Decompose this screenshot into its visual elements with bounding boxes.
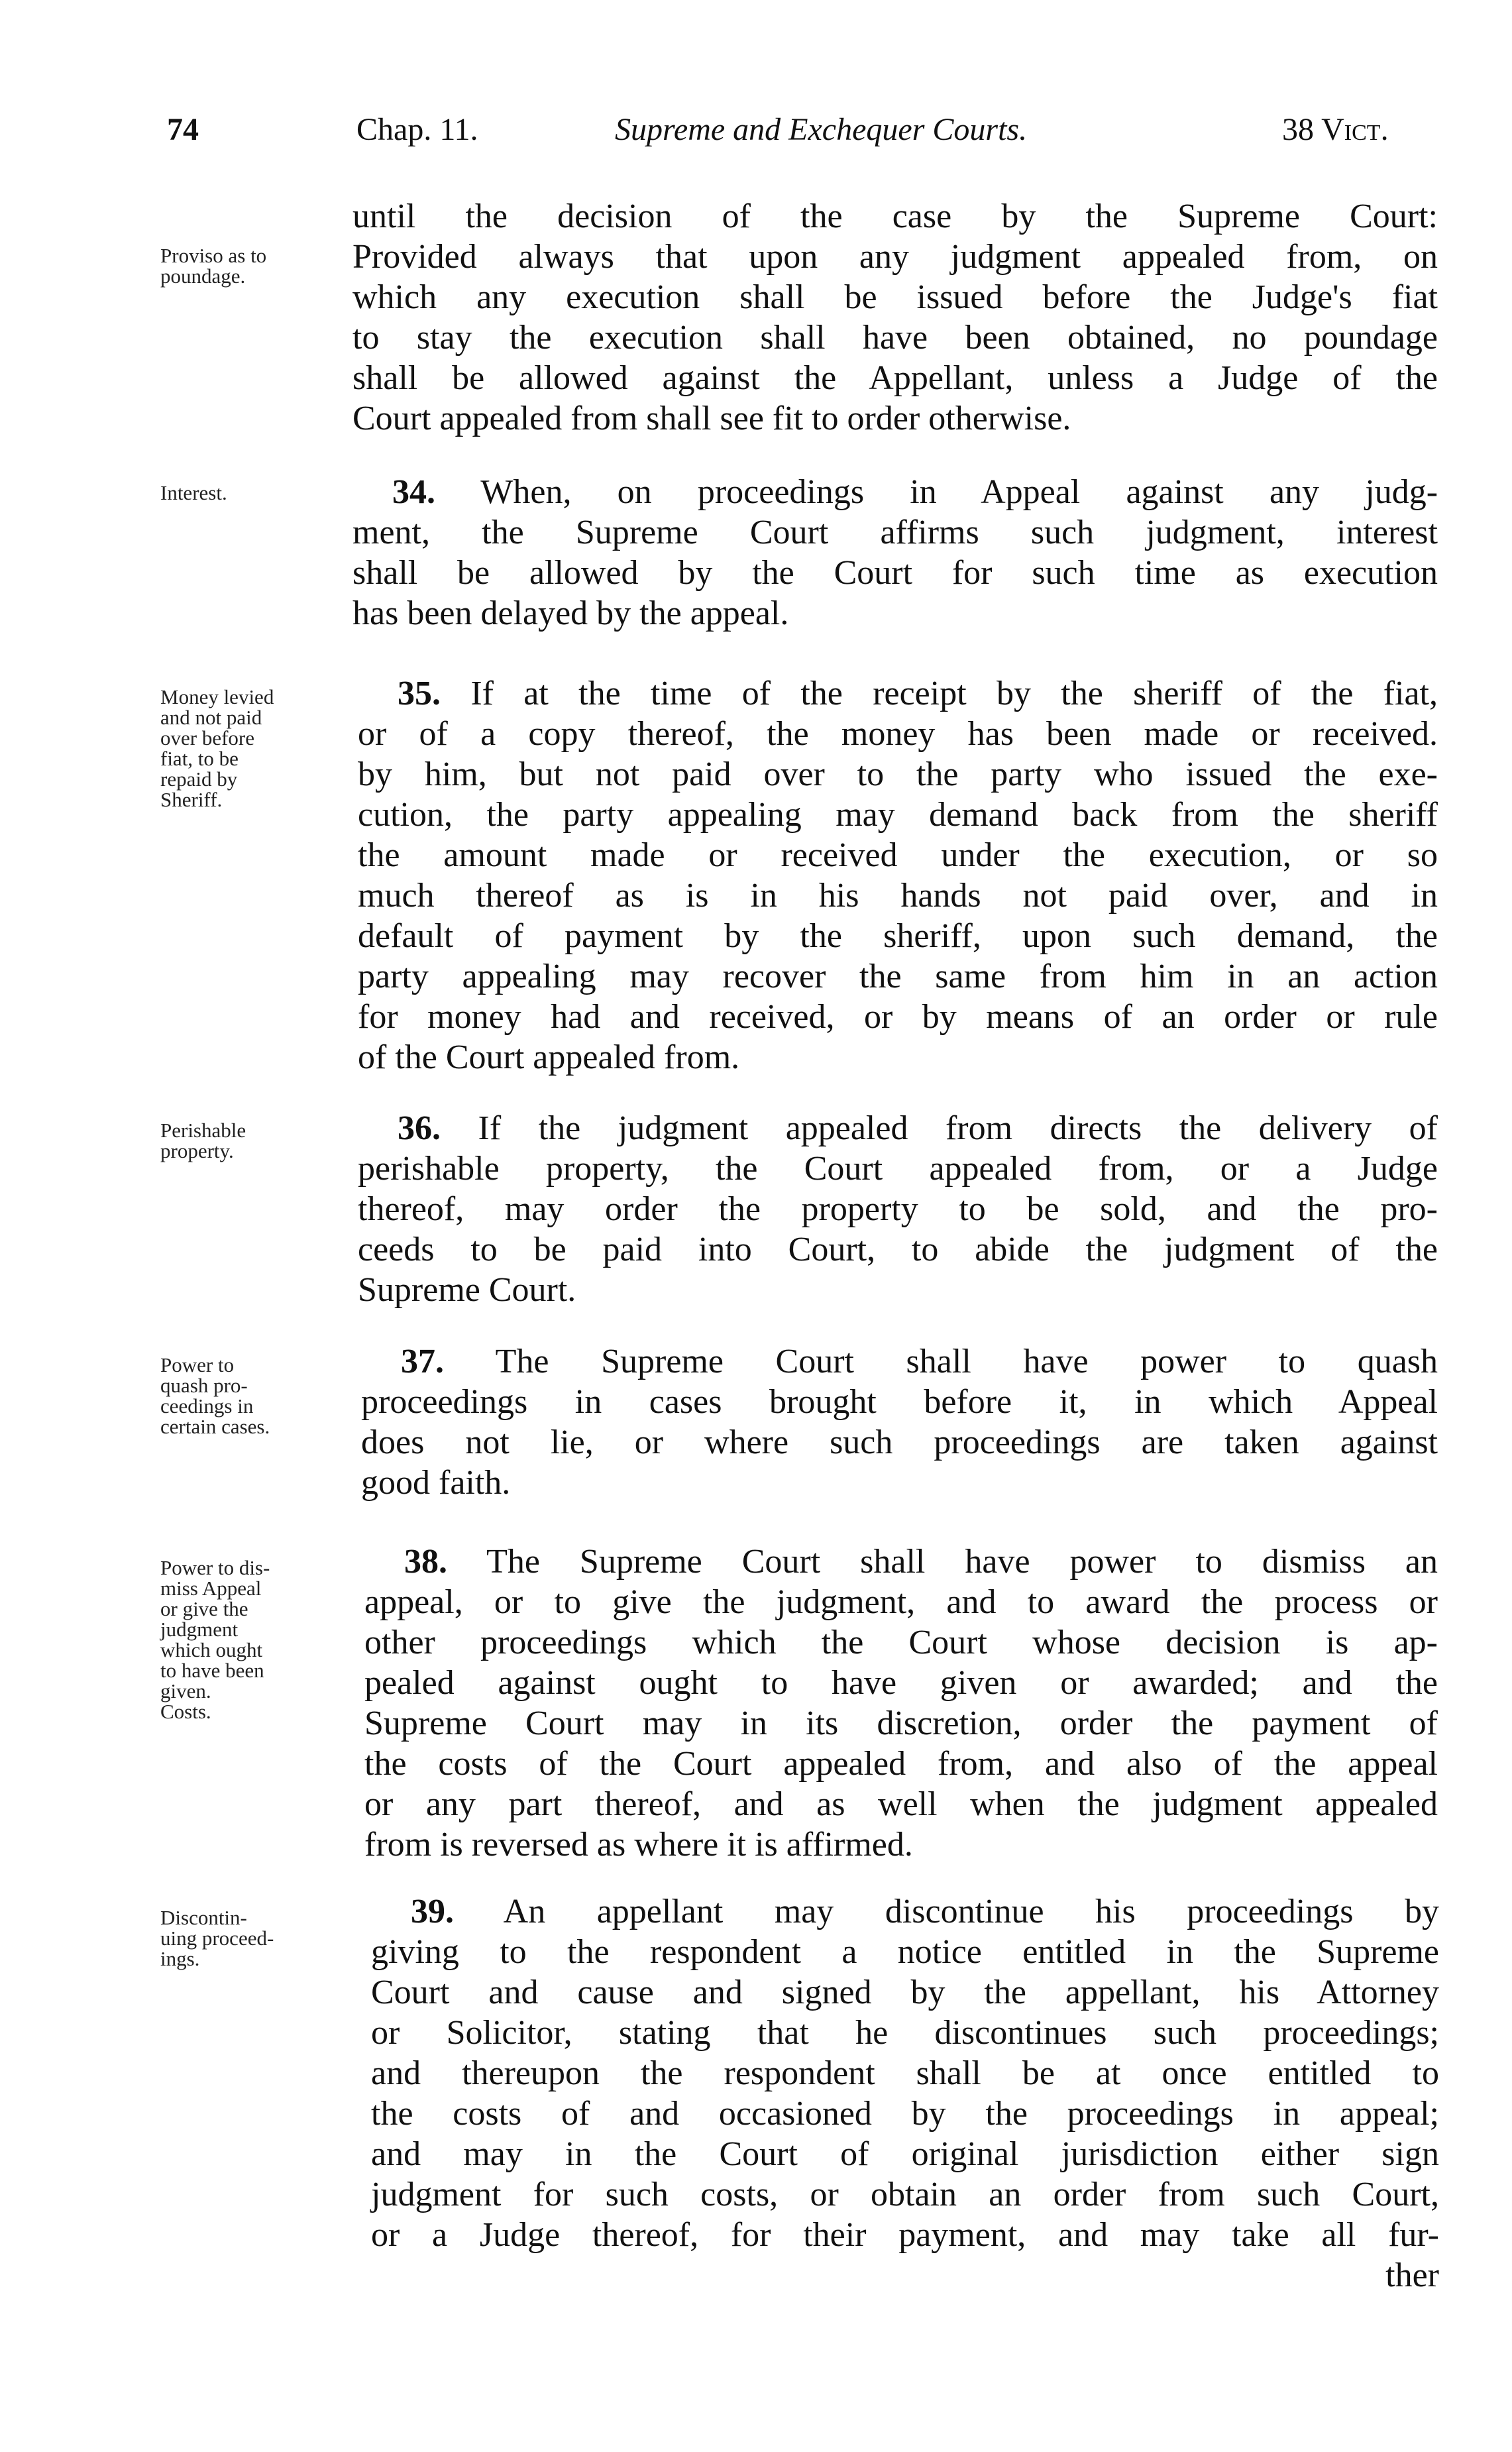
section-34: 34. When, on proceedings in Appeal against any judg- ment, the Supreme Court affirms such judgment, interest shall be allowed by the Court for such time as execution has been delayed by the appeal. — [352, 473, 1438, 632]
section-number: 39. — [411, 1893, 454, 1930]
running-header — [0, 111, 1512, 164]
section-number: 36. — [398, 1109, 441, 1147]
section-number: 35. — [398, 675, 441, 712]
paragraph-proviso: until the decision of the case by the Supreme Court: Provided always that upon any judgment appealed from, on which any execution shall be issued before the Judge's fiat to stay the execution shall have been obtained, no poundage shall be allowed against the Appellant, unless a Judge of the Court appealed from shall see fit to order otherwise. — [352, 197, 1438, 437]
margin-note-interest: Interest. — [160, 481, 227, 504]
page-number: 74 — [167, 112, 199, 147]
regnal-year: 38 Vict. — [1282, 112, 1389, 147]
section-number: 34. — [392, 473, 435, 511]
section-36: 36. If the judgment appealed from directs the delivery of perishable property, the Court appealed from, or a Judge thereof, may order the property to be sold, and the pro- ceeds to be paid into Court, to abide the judgment of the Supreme Court. — [358, 1109, 1438, 1309]
margin-note-discontinuing: Discontin- uing proceed- ings. — [160, 1906, 274, 1970]
margin-note-money-levied: Money levied and not paid over before fiat, to be repaid by Sheriff. — [160, 685, 274, 811]
section-number: 38. — [404, 1543, 447, 1581]
margin-note-perishable: Perishable property. — [160, 1119, 246, 1162]
section-37: 37. The Supreme Court shall have power to quash proceedings in cases brought before it, in which Appeal does not lie, or where such proceedings are taken against good faith. — [361, 1343, 1438, 1502]
section-39: 39. An appellant may discontinue his proceedings by giving to the respondent a notice entitled in the Supreme Court and cause and signed by the appellant, his Attorney or Solicitor, stating that he discontinues such proceedings; and thereupon the respondent shall be at once entitled to the costs of and occasioned by the proceedings in appeal; and may in the Court of original jurisdiction either sign judgment for such costs, or obtain an order from such Court, or a Judge thereof, for their payment, and may take all fur- ther — [371, 1893, 1439, 2294]
chapter-label: Chap. 11. — [356, 112, 478, 147]
section-35: 35. If at the time of the receipt by the sheriff of the fiat, or of a copy thereof, the money has been made or received. by him, but not paid over to the party who issued the exe- cution, the party appealing may demand back from the sheriff the amount made or received under the execution, or so much thereof as is in his hands not paid over, and in default of payment by the sheriff, upon such demand, the party appealing may recover the same from him in an action for money had and received, or by means of an order or rule of the Court appealed from. — [358, 675, 1438, 1076]
margin-note-dismiss-appeal: Power to dis- miss Appeal or give the judgment which ought to have been given. Costs. — [160, 1556, 270, 1723]
margin-note-proviso: Proviso as to poundage. — [160, 244, 267, 288]
section-38: 38. The Supreme Court shall have power to dismiss an appeal, or to give the judgment, and to award the process or other proceedings which the Court whose decision is ap- pealed against ought to have given or awarded; and the Supreme Court may in its discretion, order the payment of the costs of the Court appealed from, and also of the appeal or any part thereof, and as well when the judgment appealed from is reversed as where it is affirmed. — [364, 1543, 1438, 1864]
margin-note-quash: Power to quash pro- ceedings in certain cases. — [160, 1353, 270, 1438]
running-title: Supreme and Exchequer Courts. — [615, 112, 1028, 147]
catchword: ther — [1385, 2257, 1439, 2294]
section-number: 37. — [401, 1343, 444, 1380]
